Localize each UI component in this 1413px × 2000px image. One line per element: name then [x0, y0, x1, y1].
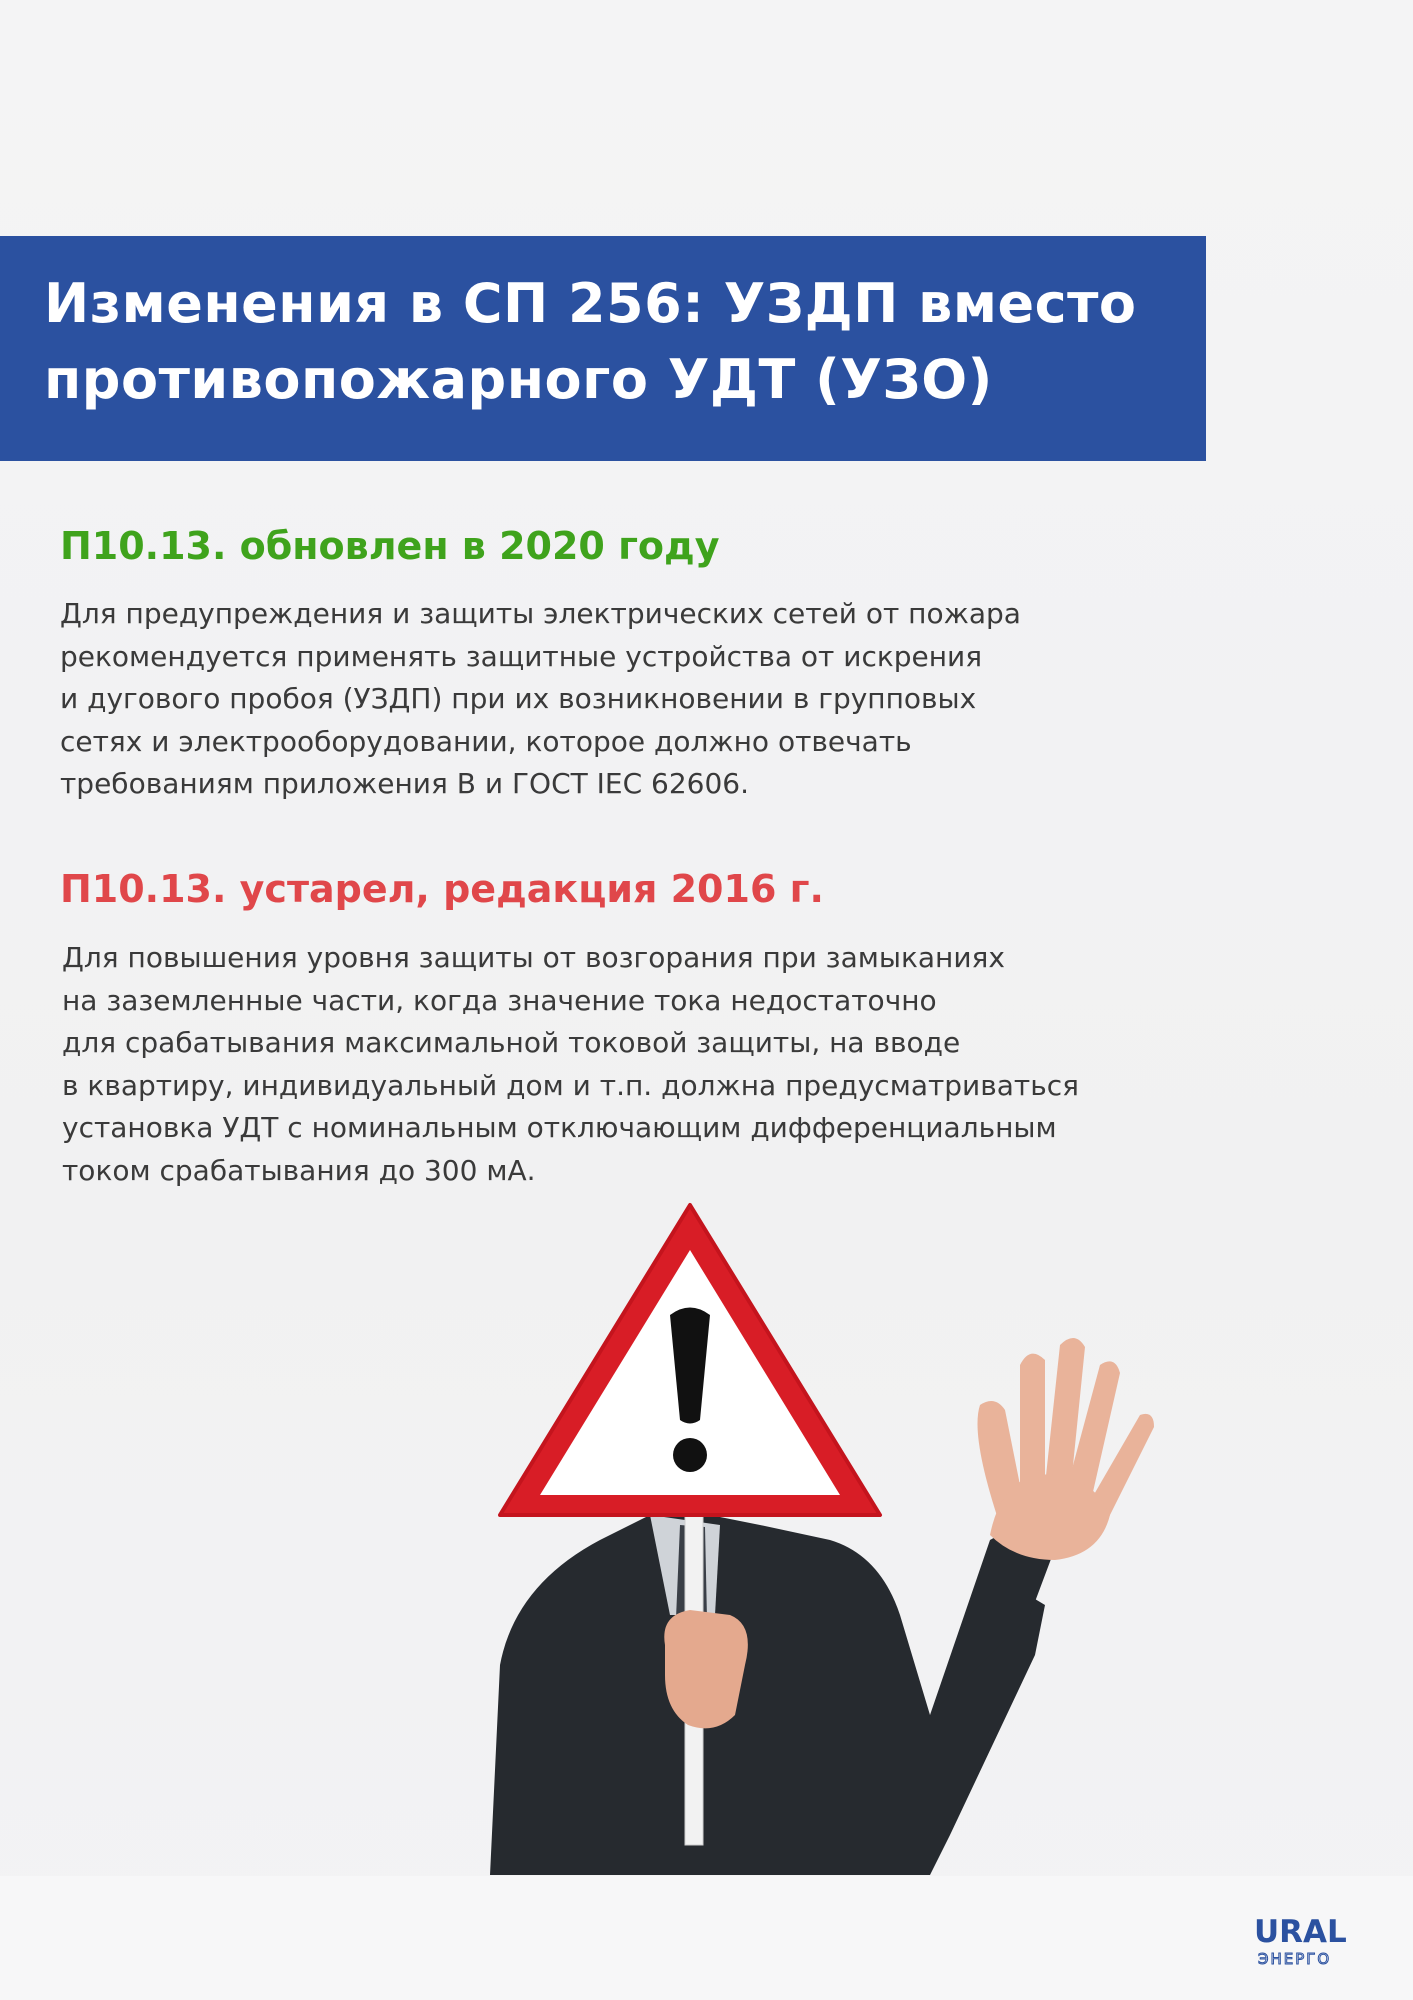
suit-body — [490, 1515, 1045, 1875]
raised-hand-icon — [978, 1338, 1155, 1560]
warning-sign-icon — [500, 1205, 880, 1515]
uralenergo-logo — [1252, 1912, 1378, 1968]
title-banner — [0, 236, 1206, 461]
footer-band — [0, 1876, 1413, 2000]
holding-hand — [664, 1610, 748, 1728]
section-heading-updated: П10.13. обновлен в 2020 году — [60, 524, 720, 568]
section-text-outdated: Для повышения уровня защиты от возгорания при замыканиях на заземленные части, когда значение тока недостаточно для срабатывания максимальной токовой защиты, на вводе в квартиру, индивидуальный дом и т.п. должна предусматриваться установка УДТ с номинальным отключающим дифференциальным током срабатывания до 300 мА. — [62, 941, 1079, 1187]
businessman-warning-illustration — [460, 1195, 1200, 1875]
section-text-updated: Для предупреждения и защиты электрических сетей от пожара рекомендуется применять защитные устройства от искрения и дугового пробоя (УЗДП) при их возникновении в групповых сетях и электрооборудовании, которое должно отвечать требованиям приложения В и ГОСТ IEC 62606. — [60, 597, 1021, 800]
page-title: Изменения в СП 256: УЗДП вместо противопожарного УДТ (УЗО) — [44, 272, 1137, 411]
section-heading-outdated: П10.13. устарел, редакция 2016 г. — [60, 867, 824, 911]
logo-brand: URAL — [1254, 1914, 1347, 1950]
logo-sub: ЭНЕРГО — [1258, 1950, 1332, 1968]
